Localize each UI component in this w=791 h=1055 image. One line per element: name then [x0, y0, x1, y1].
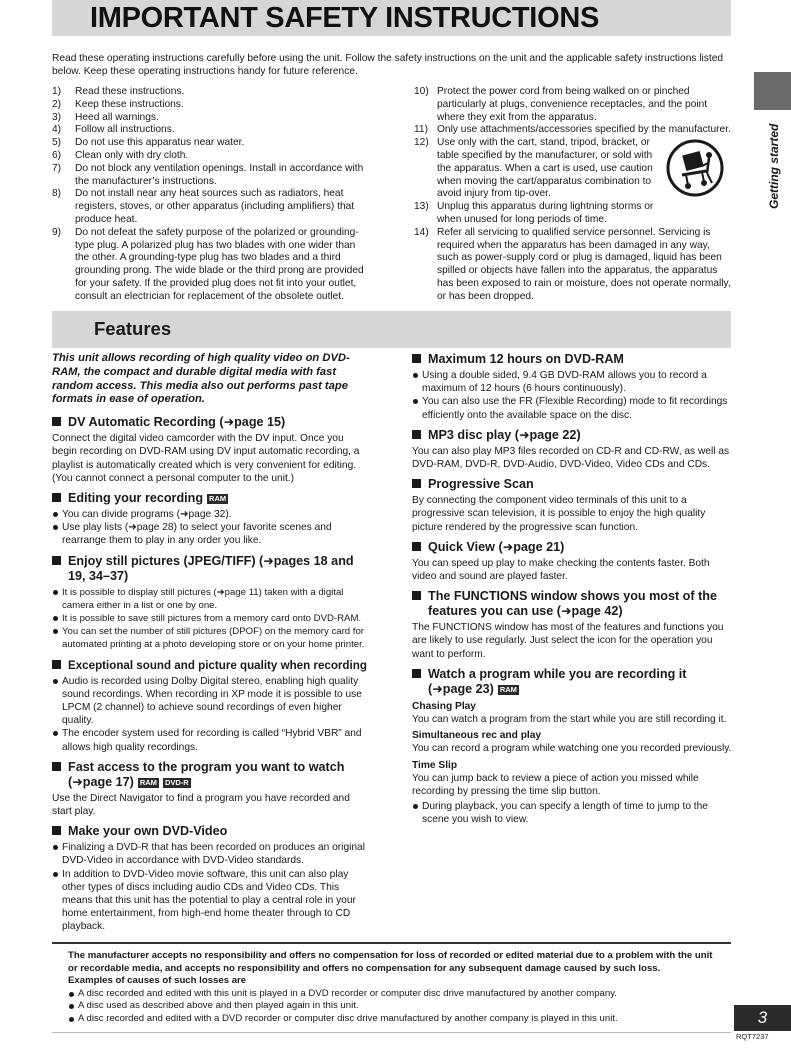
- page-title: IMPORTANT SAFETY INSTRUCTIONS: [90, 2, 600, 34]
- list-item: In addition to DVD-Video movie software, this unit can also play other types of discs including audio CDs and Video CDs. This means that this unit has the potential to play a central role in your home entertainment, from high-end home theater through to CD playback.: [52, 868, 371, 934]
- list-item: Using a double sided, 9.4 GB DVD-RAM allows you to record a maximum of 12 hours (6 hours continuously).: [412, 369, 732, 395]
- functions-window-text: The FUNCTIONS window has most of the features and functions you are likely to use regularly. Just select the icon for the operation you want to perform.: [412, 622, 724, 660]
- sound-quality-heading: Exceptional sound and picture quality when recording: [52, 658, 371, 673]
- safety-item: 5) Do not use this apparatus near water.: [52, 137, 245, 149]
- list-item: A disc recorded and edited with this unit is played in a DVD recorder or computer disc drive manufactured by another company.: [68, 988, 718, 1001]
- simultaneous-text: You can record a program while watching one you recorded previously.: [412, 743, 732, 755]
- list-item: During playback, you can specify a length of time to jump to the scene you wish to view.: [412, 800, 732, 826]
- fast-access-heading: Fast access to the program you want to watch (➜page 17) RAM DVD-R: [52, 760, 371, 790]
- features-left-column: [52, 352, 371, 936]
- dvd-r-badge: DVD-R: [164, 777, 189, 787]
- list-item: A disc used as described above and then played again in this unit.: [68, 1000, 718, 1013]
- dv-recording-text: Connect the digital video camcorder with the DV input. Once you begin recording on DVD-RAM using DV input automatic recording, a playlist is automatically created which is very convenient for editing. (You cannot connect a personal computer to the unit.): [52, 433, 360, 484]
- safety-list-left: [52, 86, 372, 304]
- cart-tip-over-warning-icon: [662, 139, 728, 197]
- features-right-column: [412, 352, 732, 829]
- list-item: You can divide programs (➜page 32).: [52, 508, 371, 521]
- progressive-scan-heading: Progressive Scan: [412, 477, 732, 492]
- ram-badge: RAM: [139, 777, 157, 787]
- quick-view-text: You can speed up play to make checking the contents faster. Both video and sound are played faster.: [412, 557, 710, 583]
- safety-item: 8) Do not install near any heat sources such as radiators, heat registers, stoves, or other apparatus (including amplifiers) that produce heat.: [52, 188, 355, 225]
- safety-item: 2) Keep these instructions.: [52, 98, 184, 110]
- list-item: It is possible to save still pictures from a memory card onto DVD-RAM.: [52, 612, 371, 625]
- safety-item: 3) Heed all warnings.: [52, 111, 159, 123]
- fast-access-text: Use the Direct Navigator to find a program you have recorded and start play.: [52, 792, 350, 818]
- safety-item: 9) Do not defeat the safety purpose of the polarized or grounding-type plug. A polarized plug has two blades with one wider than the other. A grounding-type plug has two blades and a third grounding prong. The wide blade or the third prong are provided for your safety. If the provided plug does not fit into your outlet, consult an electrician for replacement of the obsolete outlet.: [52, 226, 364, 302]
- page-number: 3: [734, 1005, 791, 1031]
- list-item: You can also use the FR (Flexible Recording) mode to fit recordings efficiently onto the available space on the disc.: [412, 395, 732, 421]
- make-dvd-video-list: [52, 841, 371, 933]
- still-pictures-heading: Enjoy still pictures (JPEG/TIFF) (➜pages 18 and 19, 34–37): [52, 554, 371, 584]
- time-slip-text: You can jump back to review a piece of action you missed while recording by pressing the time slip button.: [412, 772, 699, 798]
- editing-heading: Editing your recording RAM: [52, 491, 371, 506]
- chasing-play-text: You can watch a program from the start while you are still recording it.: [412, 714, 727, 726]
- title-banner: [52, 0, 731, 36]
- safety-item: 14) Refer all servicing to qualified service personnel. Servicing is required when the apparatus has been damaged in any way, such as power-supply cord or plug is damaged, liquid has been spilled or objects have fallen into the apparatus, the apparatus has been exposed to rain or moisture, does not operate normally, or has been dropped.: [414, 226, 731, 302]
- time-slip-heading: Time Slip: [412, 759, 458, 771]
- disclaimer-examples-heading: Examples of causes of such losses are: [68, 975, 247, 987]
- ram-badge: RAM: [209, 494, 227, 503]
- section-tab-marker: [754, 72, 791, 110]
- features-banner: [52, 311, 731, 348]
- list-item: It is possible to display still pictures (➜page 11) taken with a digital camera either in a list or one by one.: [52, 586, 371, 612]
- list-item: Audio is recorded using Dolby Digital stereo, enabling high quality sound recordings. When recording in XP mode it is possible to use LPCM (2 channel) to achieve sound recordings of even higher quality.: [52, 675, 371, 728]
- features-heading: Features: [94, 318, 172, 339]
- editing-list: [52, 508, 371, 548]
- safety-item: 6) Clean only with dry cloth.: [52, 149, 189, 161]
- progressive-scan-text: By connecting the component video terminals of this unit to a progressive scan television, it is possible to enjoy the high quality picture rendered by the progressive scan function.: [412, 495, 706, 533]
- ram-badge: RAM: [499, 684, 517, 694]
- list-item: You can set the number of still pictures (DPOF) on the memory card for automated printing at a photo developing store or on your home printer.: [52, 625, 371, 651]
- chasing-play-heading: Chasing Play: [412, 700, 476, 712]
- disclaimer-box: [52, 942, 731, 1033]
- list-item: Finalizing a DVD-R that has been recorded on produces an original DVD-Video in accordance with DVD-Video standards.: [52, 841, 371, 867]
- safety-item: 11) Only use attachments/accessories specified by the manufacturer.: [414, 124, 731, 136]
- list-item: A disc recorded and edited with a DVD recorder or computer disc drive manufactured by another company is played in this unit.: [68, 1013, 718, 1026]
- section-side-label: Getting started: [767, 123, 781, 209]
- simultaneous-heading: Simultaneous rec and play: [412, 730, 542, 742]
- functions-window-heading: The FUNCTIONS window shows you most of the features you can use (➜page 42): [412, 589, 732, 619]
- list-item: The encoder system used for recording is called “Hybrid VBR” and allows high quality recordings.: [52, 727, 371, 753]
- intro-paragraph: Read these operating instructions carefully before using the unit. Follow the safety instructions on the unit and the applicable safety instructions listed below. Keep these operating instructions handy for future reference.: [52, 53, 724, 77]
- safety-item: 10) Protect the power cord from being walked on or pinched particularly at plugs, convenience receptacles, and the point where they exit from the apparatus.: [414, 86, 708, 123]
- time-slip-list: [412, 800, 732, 826]
- mp3-text: You can also play MP3 files recorded on CD-R and CD-RW, as well as DVD-RAM, DVD-R, DVD-Audio, DVD-Video, Video CDs and CDs.: [412, 445, 730, 471]
- make-dvd-video-heading: Make your own DVD-Video: [52, 824, 371, 839]
- list-item: Use play lists (➜page 28) to select your favorite scenes and rearrange them to play in any order you like.: [52, 521, 371, 547]
- max-hours-list: [412, 369, 732, 422]
- sound-quality-list: [52, 675, 371, 754]
- dv-recording-heading: DV Automatic Recording (➜page 15): [52, 415, 371, 430]
- safety-item: 1) Read these instructions.: [52, 86, 185, 97]
- safety-item: 4) Follow all instructions.: [52, 124, 175, 136]
- safety-item: 12) Use only with the cart, stand, tripod, bracket, or table specified by the manufacturer, or sold with the apparatus. When a cart is used, use caution when moving the cart/apparatus combination to avoid injury from tip-over.: [414, 137, 653, 200]
- features-lead: This unit allows recording of high quality video on DVD-RAM, the compact and durable digital media with fast random access. This media also out performs past tape formats in ease of operation.: [52, 352, 350, 406]
- safety-item: 7) Do not block any ventilation openings. Install in accordance with the manufacturer’s instructions.: [52, 162, 364, 187]
- still-pictures-list: [52, 586, 371, 652]
- safety-item: 13) Unplug this apparatus during lightning storms or when unused for long periods of time.: [414, 201, 654, 225]
- quick-view-heading: Quick View (➜page 21): [412, 540, 732, 555]
- watch-while-recording-heading: Watch a program while you are recording it (➜page 23) RAM: [412, 667, 732, 697]
- disclaimer-text: The manufacturer accepts no responsibility and offers no compensation for loss of recorded or edited material due to a problem with the unit or recordable media, and accepts no responsibility and offers no compensation for any subsequent damage caused by such loss.: [68, 950, 713, 974]
- document-code: RQT7237: [736, 1032, 769, 1041]
- disclaimer-examples-list: [68, 988, 718, 1026]
- mp3-heading: MP3 disc play (➜page 22): [412, 428, 732, 443]
- max-hours-heading: Maximum 12 hours on DVD-RAM: [412, 352, 732, 367]
